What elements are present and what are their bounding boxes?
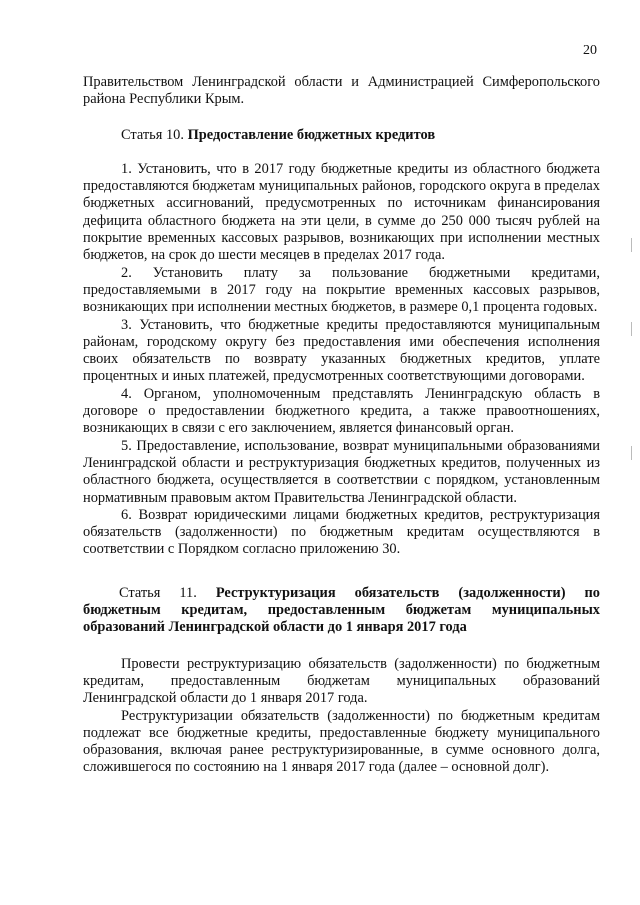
article-10-paragraph-4: 4. Органом, уполномоченным представлять Ленинградскую область в договоре о предоставлении бюджетного кредита, а также правоотношениях, возникающих в связи с его заключением, является финансовый орган. [83, 385, 600, 437]
article-11-label: Статья 11. [119, 584, 197, 601]
article-11-title: Реструктуризация обязательств (задолженности) по бюджетным кредитам, предоставленным бюджетам муниципальных образований Ленинградской области до 1 января 2017 года [83, 584, 600, 636]
article-11-paragraph-1: Провести реструктуризацию обязательств (задолженности) по бюджетным кредитам, предоставленным бюджетам муниципальных образований Ленинградской области до 1 января 2017 года. [83, 655, 600, 707]
article-11-paragraph-2: Реструктуризации обязательств (задолженности) по бюджетным кредитам подлежат все бюджетные кредиты, предоставленные бюджету муниципального образования, включая ранее реструктуризированные, в сумме основного долга, сложившегося по состоянию на 1 января 2017 года (далее – основной долг). [83, 707, 600, 776]
article-11-heading [83, 585, 600, 637]
article-10-heading [83, 127, 600, 144]
article-10-title: Предоставление бюджетных кредитов [187, 126, 436, 143]
scan-artifact-mark [631, 446, 632, 460]
intro-paragraph: Правительством Ленинградской области и Администрацией Симферопольского района Республики Крым. [83, 74, 600, 108]
article-10-paragraph-3: 3. Установить, что бюджетные кредиты предоставляются муниципальным районам, городскому округу без предоставления ими обеспечения исполнения своих обязательств по возврату указанных бюджетных кредитов, уплате процентных и иных платежей, предусмотренных соответствующими договорами. [83, 316, 600, 385]
article-10-paragraph-6: 6. Возврат юридическими лицами бюджетных кредитов, реструктуризация обязательств (задолженности) по бюджетным кредитам осуществляются в соответствии с Порядком согласно приложению 30. [83, 506, 600, 558]
article-10-paragraph-5: 5. Предоставление, использование, возврат муниципальными образованиями Ленинградской области и реструктуризация бюджетных кредитов, полученных из областного бюджета, осуществляется в соответствии с порядком, установленным нормативным правовым актом Правительства Ленинградской области. [83, 437, 600, 506]
article-10-paragraph-2: 2. Установить плату за пользование бюджетными кредитами, предоставляемыми в 2017 году на покрытие временных кассовых разрывов, возникающих при исполнении местных бюджетов, в размере 0,1 процента годовых. [83, 264, 600, 316]
scan-artifact-mark [631, 322, 632, 336]
scan-artifact-mark [631, 238, 632, 252]
page-number: 20 [583, 43, 597, 58]
article-10-paragraph-1: 1. Установить, что в 2017 году бюджетные кредиты из областного бюджета предоставляются бюджетам муниципальных районов, городского округа в пределах бюджетных ассигнований, предусмотренных по источникам финансирования дефицита областного бюджета на эти цели, в сумме до 250 000 тысяч рублей на покрытие временных кассовых разрывов, возникающих при исполнении местных бюджетов, на срок до шести месяцев в пределах 2017 года. [83, 160, 600, 264]
document-body [83, 74, 600, 777]
article-10-label: Статья 10. [121, 126, 184, 143]
